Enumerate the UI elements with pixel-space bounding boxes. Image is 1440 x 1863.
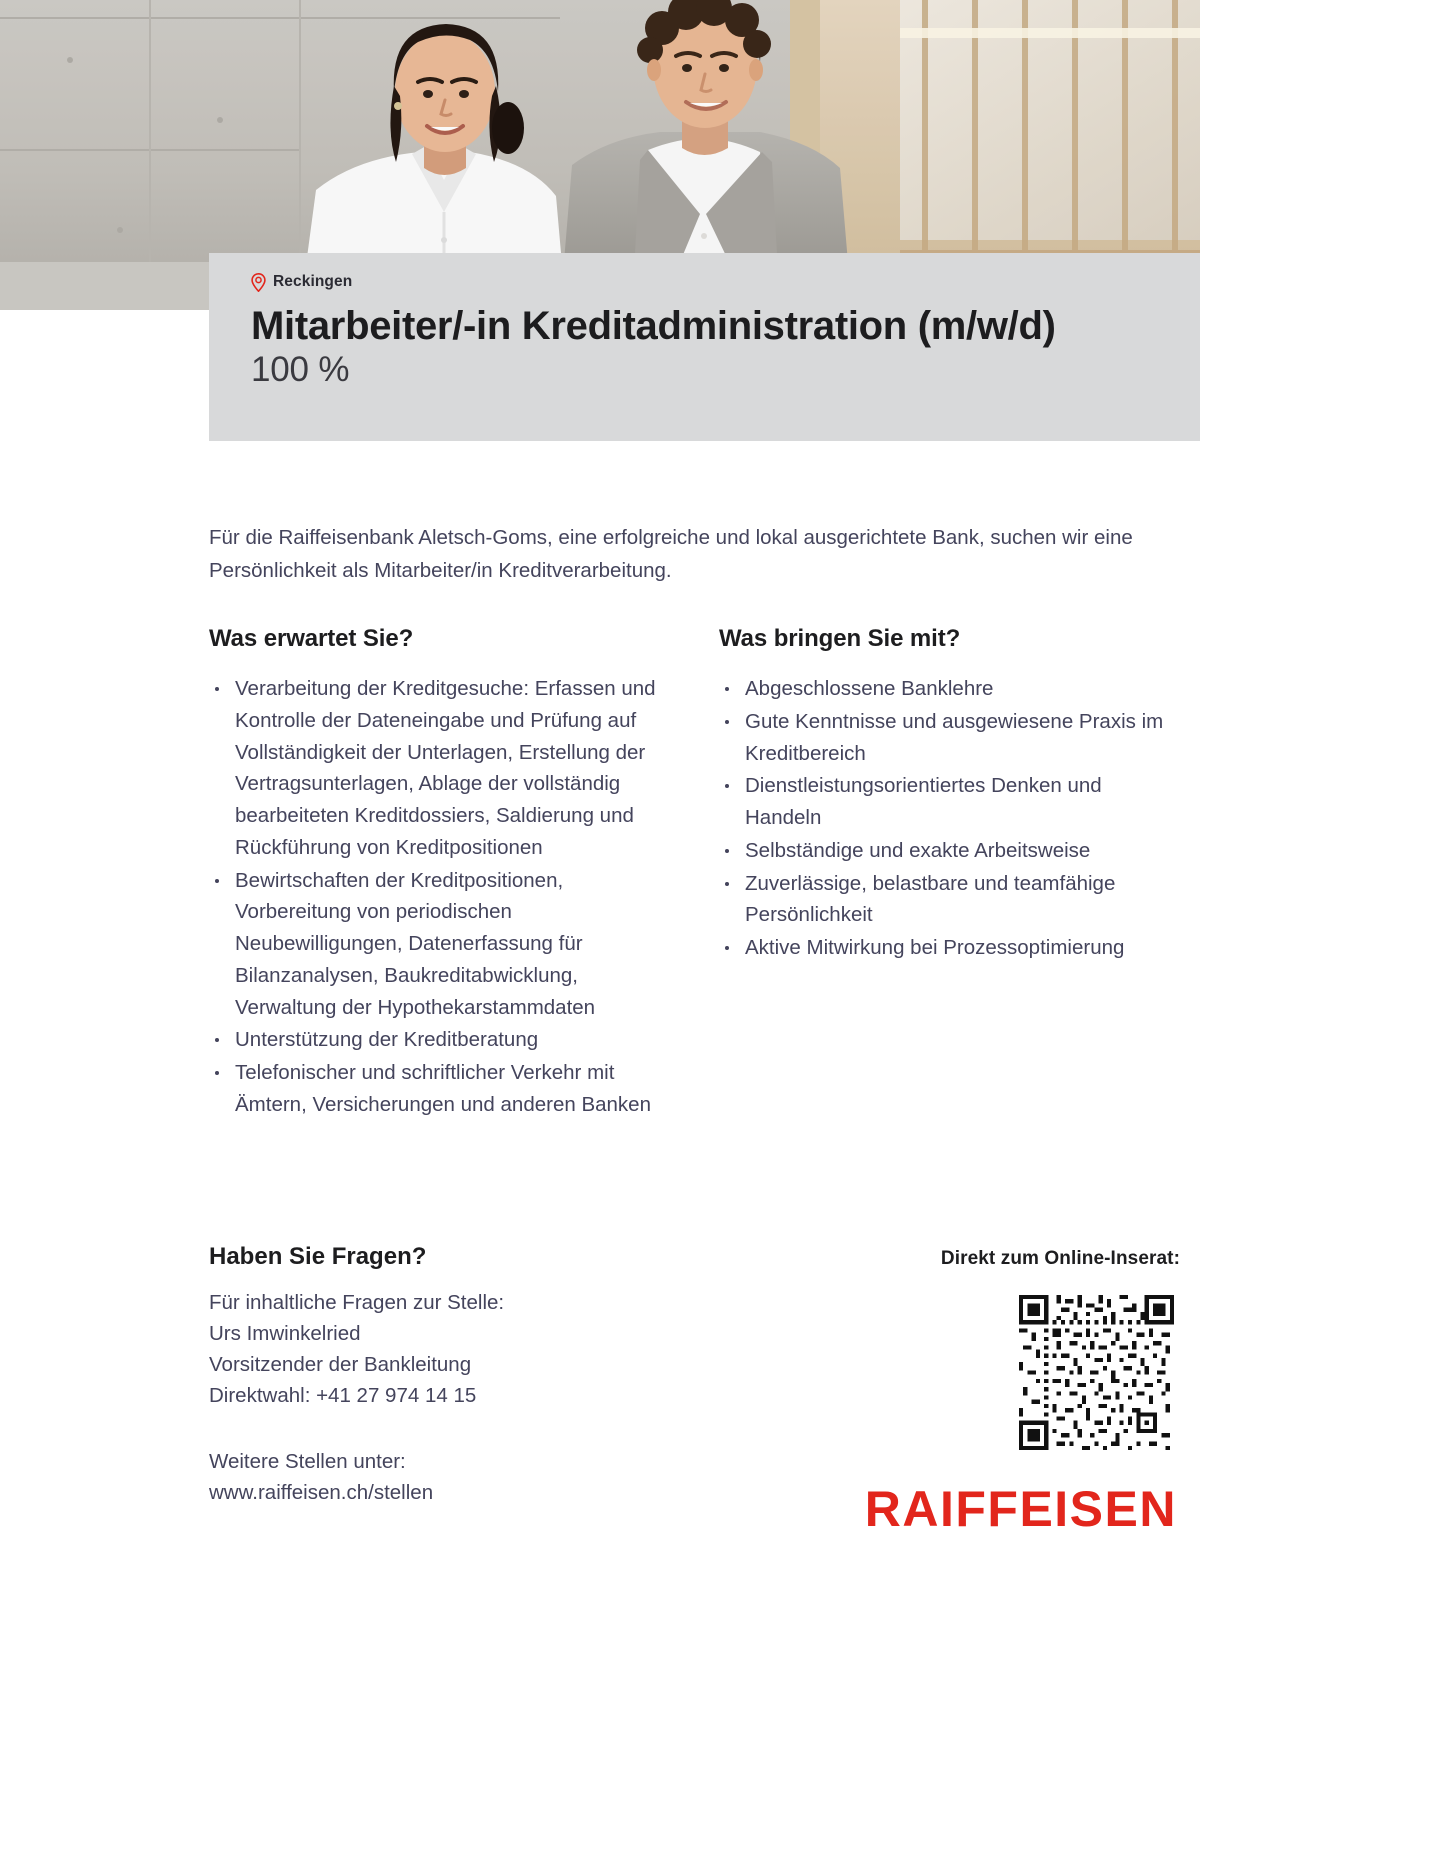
requirements-heading: Was bringen Sie mit? [719,625,961,652]
list-item: Telefonischer und schriftlicher Verkehr mit Ämtern, Versicherungen und anderen Banken [209,1057,664,1121]
online-ad-label: Direkt zum Online-Inserat: [940,1248,1180,1269]
raiffeisen-wordmark: RAIFFEISEN [864,1481,1177,1537]
contact-intro-line: Für inhaltliche Fragen zur Stelle: [209,1291,505,1314]
list-item: Selbständige und exakte Arbeitsweise [719,835,1174,867]
job-title-band [209,253,1200,441]
contact-heading: Haben Sie Fragen? [209,1243,427,1270]
list-item: Unterstützung der Kreditberatung [209,1024,664,1056]
list-item: Aktive Mitwirkung bei Prozessoptimierung [719,932,1174,964]
more-jobs-label: Weitere Stellen unter: [209,1449,406,1473]
raiffeisen-logo [857,1483,1177,1535]
tasks-heading: Was erwartet Sie? [209,625,414,652]
workload-label: 100 % [251,350,350,390]
content-columns [209,625,1184,1122]
page-title: Mitarbeiter/-in Kreditadministration (m/w/d) [251,304,1056,348]
list-item: Gute Kenntnisse und ausgewiesene Praxis im Kreditbereich [719,706,1174,770]
list-item: Bewirtschaften der Kreditpositionen, Vorbereitung von periodischen Neubewilligungen, Datenerfassung für Bilanzanalysen, Baukreditabwicklung, Verwaltung der Hypothekarstammdaten [209,865,664,1024]
spacer [209,1412,729,1446]
qr-code-icon[interactable] [1019,1295,1174,1450]
contact-name: Urs Imwinkelried [209,1322,361,1346]
location-row [251,271,1200,293]
contact-block [209,1243,729,1508]
requirements-list [719,673,1174,964]
location-label: Reckingen [273,273,353,290]
list-item: Abgeschlossene Banklehre [719,673,1174,705]
requirements-column [719,625,1174,1122]
map-pin-icon [251,273,266,292]
tasks-column [209,625,664,1122]
contact-role: Vorsitzender der Bankleitung [209,1353,472,1377]
contact-phone[interactable]: Direktwahl: +41 27 974 14 15 [209,1384,477,1408]
list-item: Verarbeitung der Kreditgesuche: Erfassen und Kontrolle der Dateneingabe und Prüfung auf Vollständigkeit der Unterlagen, Erstellung der Vertragsunterlagen, Ablage der vollständig bearbeiteten Kreditdossiers, Saldierung und Rückführung von Kreditpositionen [209,673,664,864]
tasks-list [209,673,664,1121]
list-item: Zuverlässige, belastbare und teamfähige Persönlichkeit [719,868,1174,932]
intro-paragraph: Für die Raiffeisenbank Aletsch-Goms, eine erfolgreiche und lokal ausgerichtete Bank, suchen wir eine Persönlichkeit als Mitarbeiter/in Kreditverarbeitung. [209,525,1133,582]
qr-code-matrix [1019,1295,1174,1450]
more-jobs-link[interactable]: www.raiffeisen.ch/stellen [209,1480,434,1504]
list-item: Dienstleistungsorientiertes Denken und Handeln [719,770,1174,834]
